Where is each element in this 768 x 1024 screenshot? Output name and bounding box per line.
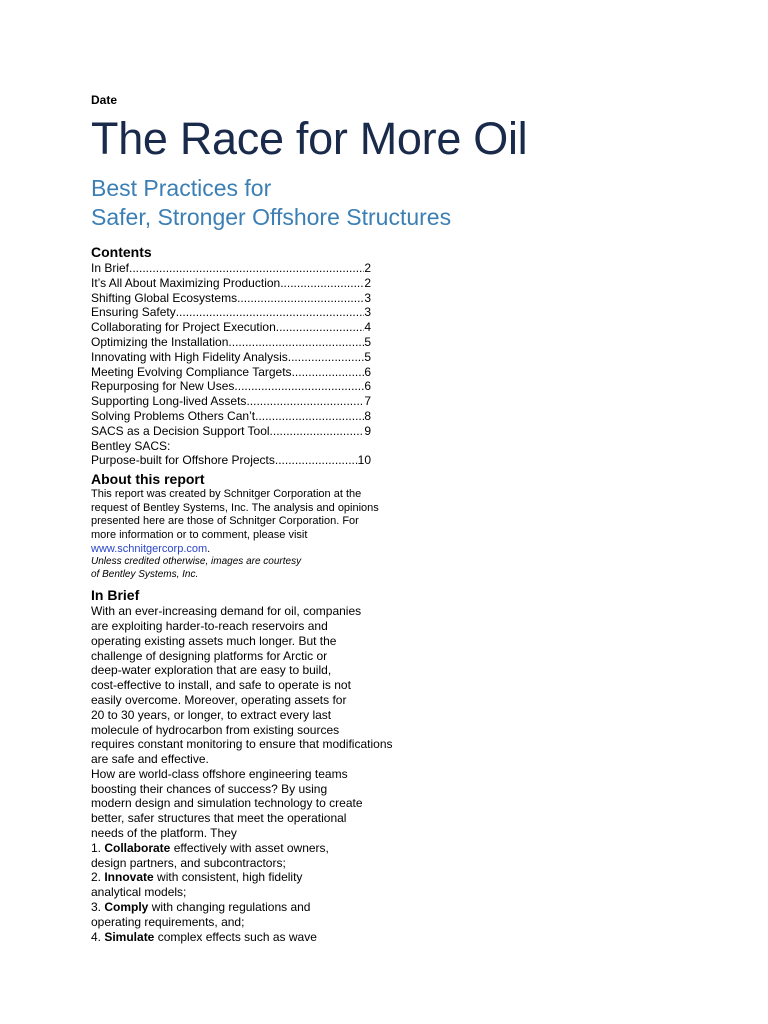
table-of-contents [91,261,371,468]
in-brief-paragraph-1: With an ever-increasing demand for oil, companies are exploiting harder-to-reach reservoirs and operating existing assets much longer. But the challenge of designing platforms for Arctic or deep-water exploration that are easy to build, cost-effective to install, and safe to operate is not easily overcome. Moreover, operating assets for 20 to 30 years, or longer, to extract every last molecule of hydrocarbon from existing sources requires constant monitoring to ensure that modifications are safe and effective. [91,604,393,767]
list-item: 3. Comply with changing regulations and operating requirements, and; [91,900,311,929]
list-item: 1. Collaborate effectively with asset owners, design partners, and subcontractors; [91,840,329,870]
list-item: 2. Innovate with consistent, high fidelity analytical models; [91,870,303,900]
about-text: This report was created by Schnitger Corporation at the request of Bentley Systems, Inc. The analysis and opinions presented here are those of Schnitger Corporation. For more information or to comment, please visit www.schnitgercorp.com. [91,488,379,555]
toc-entry[interactable]: Supporting Long-lived Assets ..... 7 [91,394,371,409]
document-page [91,92,731,944]
toc-entry[interactable]: Ensuring Safety ..... 3 [91,305,371,320]
toc-entry[interactable]: Collaborating for Project Execution ..... 4 [91,320,371,335]
list-item: 4. Simulate complex effects such as wave [91,929,317,944]
in-brief-paragraph-2: How are world-class offshore engineering teams boosting their chances of success? By using modern design and simulation technology to create better, safer structures that meet the operational needs of the platform. They [91,766,363,841]
toc-entry[interactable]: In Brief ..... 2 [91,261,371,276]
subtitle-line-1: Best Practices for [91,175,272,201]
toc-entry[interactable]: Meeting Evolving Compliance Targets ..... 6 [91,365,371,380]
practices-list [91,841,731,945]
contents-heading: Contents [91,244,152,260]
about-heading: About this report [91,471,205,488]
toc-entry[interactable]: Innovating with High Fidelity Analysis ..... 5 [91,350,371,365]
toc-entry[interactable]: Optimizing the Installation ..... 5 [91,335,371,350]
image-credit: Unless credited otherwise, images are courtesy of Bentley Systems, Inc. [91,556,302,580]
toc-entry-prefix[interactable]: Bentley SACS: [91,438,171,453]
toc-entry[interactable]: SACS as a Decision Support Tool ..... 9 [91,424,371,439]
toc-entry[interactable]: Shifting Global Ecosystems ..... 3 [91,291,371,306]
toc-entry[interactable]: Repurposing for New Uses ..... 6 [91,379,371,394]
document-subtitle [91,174,731,232]
in-brief-heading: In Brief [91,587,140,604]
schnitgercorp-link[interactable]: www.schnitgercorp.com [91,542,208,555]
subtitle-line-2: Safer, Stronger Offshore Structures [91,204,452,230]
date-label: Date [91,93,118,107]
toc-entry[interactable]: Solving Problems Others Can’t ..... 8 [91,409,371,424]
toc-entry[interactable]: Purpose-built for Offshore Projects ..... 10 [91,453,371,468]
toc-entry[interactable]: It’s All About Maximizing Production ..... 2 [91,276,371,291]
document-title: The Race for More Oil [91,113,528,164]
